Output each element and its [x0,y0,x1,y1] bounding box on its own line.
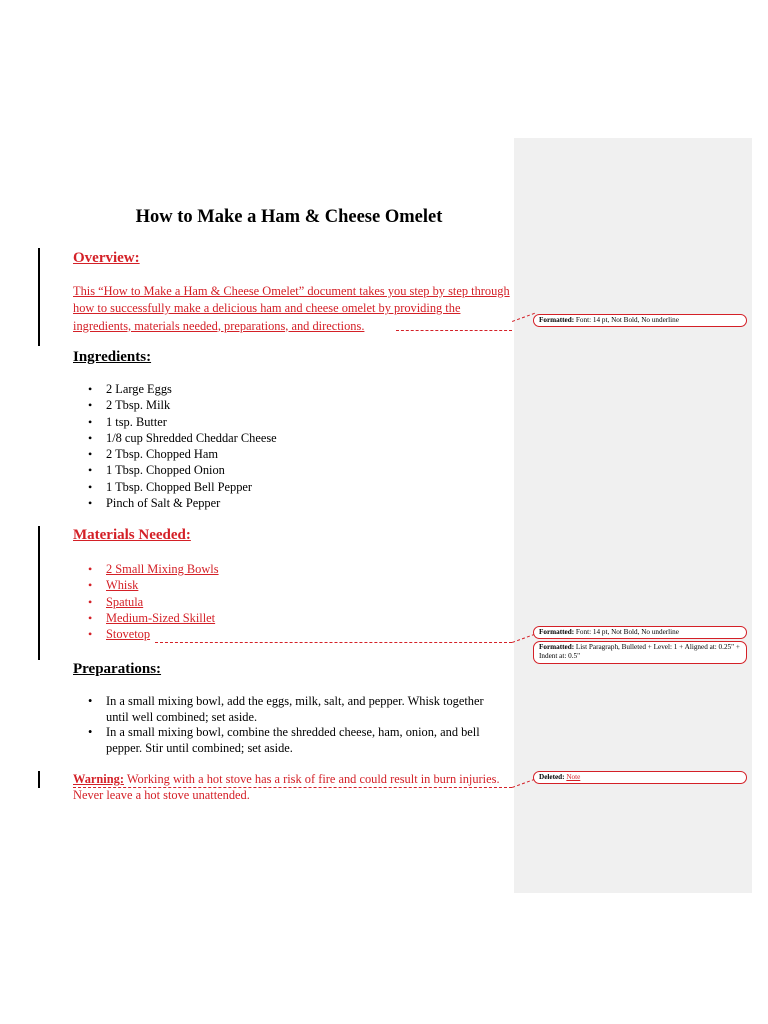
warning-text: Working with a hot stove has a risk of fire and could result in burn injuries. Never leave a hot stove unattended. [73,772,500,802]
list-item [88,414,277,430]
preparations-heading: Preparations: [73,661,162,677]
comment-label: Formatted: [539,316,575,324]
materials-heading: Materials Needed: [73,527,191,543]
change-bar [38,771,40,788]
list-item-text: In a small mixing bowl, combine the shredded cheese, ham, onion, and bell pepper. Stir until combined; set aside. [106,725,480,755]
bullet: • [88,414,93,429]
bullet: • [88,398,93,413]
comment-balloon[interactable] [533,641,747,664]
ingredients-heading: Ingredients: [73,349,152,365]
list-item [88,725,506,756]
list-item [88,397,277,413]
list-item-text: 2 Tbsp. Chopped Ham [106,447,218,462]
bullet: • [88,479,93,494]
bullet: • [88,627,93,642]
list-item-text: 2 Small Mixing Bowls [106,562,219,576]
ingredients-list [88,381,277,511]
materials-list [88,561,219,642]
revision-leader [73,787,512,788]
warning-label: Warning: [73,772,124,786]
bullet: • [88,725,93,740]
bullet: • [88,382,93,396]
comment-balloon[interactable] [533,771,747,784]
revision-leader [155,642,512,643]
comment-text: List Paragraph, Bulleted + Level: 1 + Aligned at: 0.25" + Indent at: 0.5" [539,643,740,660]
bullet: • [88,578,93,593]
bullet: • [88,594,93,609]
list-item-text: Stovetop [106,627,151,642]
bullet: • [88,447,93,462]
list-item [88,561,219,577]
comment-label: Formatted: [539,628,575,636]
overview-text: This “How to Make a Ham & Cheese Omelet” document takes you step by step through how to successfully make a delicious ham and cheese omelet by providing the ingredients, materials needed, preparations, and directions. [73,284,510,333]
preparations-list [88,694,506,756]
list-item-text: Medium-Sized Skillet [106,610,216,625]
list-item [88,479,277,495]
list-item-text: Whisk [106,578,139,593]
revision-leader [396,330,512,331]
bullet: • [88,610,93,625]
bullet: • [88,694,93,708]
list-item [88,462,277,478]
list-item [88,430,277,446]
comment-label: Formatted: [539,643,575,651]
bullet: • [88,463,93,478]
list-item-text: In a small mixing bowl, add the eggs, milk, salt, and pepper. Whisk together until well combined; set aside. [106,694,484,724]
list-item [88,594,219,610]
comment-text: Font: 14 pt, Not Bold, No underline [574,628,679,636]
list-item-text: Spatula [106,594,144,609]
list-item-text: 1 Tbsp. Chopped Onion [106,463,225,478]
list-item [88,495,277,511]
list-item-text: 1 Tbsp. Chopped Bell Pepper [106,479,253,494]
list-item-text: 1/8 cup Shredded Cheddar Cheese [106,430,277,445]
overview-paragraph [73,283,513,335]
list-item [88,626,219,642]
bullet: • [88,430,93,445]
comment-balloon[interactable] [533,314,747,327]
bullet: • [88,496,93,511]
list-item [88,381,277,397]
list-item [88,577,219,593]
comment-label: Deleted: [539,773,565,781]
bullet: • [88,562,93,576]
list-item-text: 2 Large Eggs [106,382,172,396]
comment-text: Font: 14 pt, Not Bold, No underline [574,316,679,324]
comment-text: Note [566,773,581,781]
list-item-text: Pinch of Salt & Pepper [106,496,221,511]
change-bar [38,526,40,660]
list-item-text: 2 Tbsp. Milk [106,398,171,413]
comment-balloon[interactable] [533,626,747,639]
list-item [88,610,219,626]
change-bar [38,248,40,346]
overview-heading: Overview: [73,250,140,266]
list-item [88,446,277,462]
list-item [88,694,506,725]
document-title: How to Make a Ham & Cheese Omelet [135,207,443,227]
list-item-text: 1 tsp. Butter [106,414,167,429]
